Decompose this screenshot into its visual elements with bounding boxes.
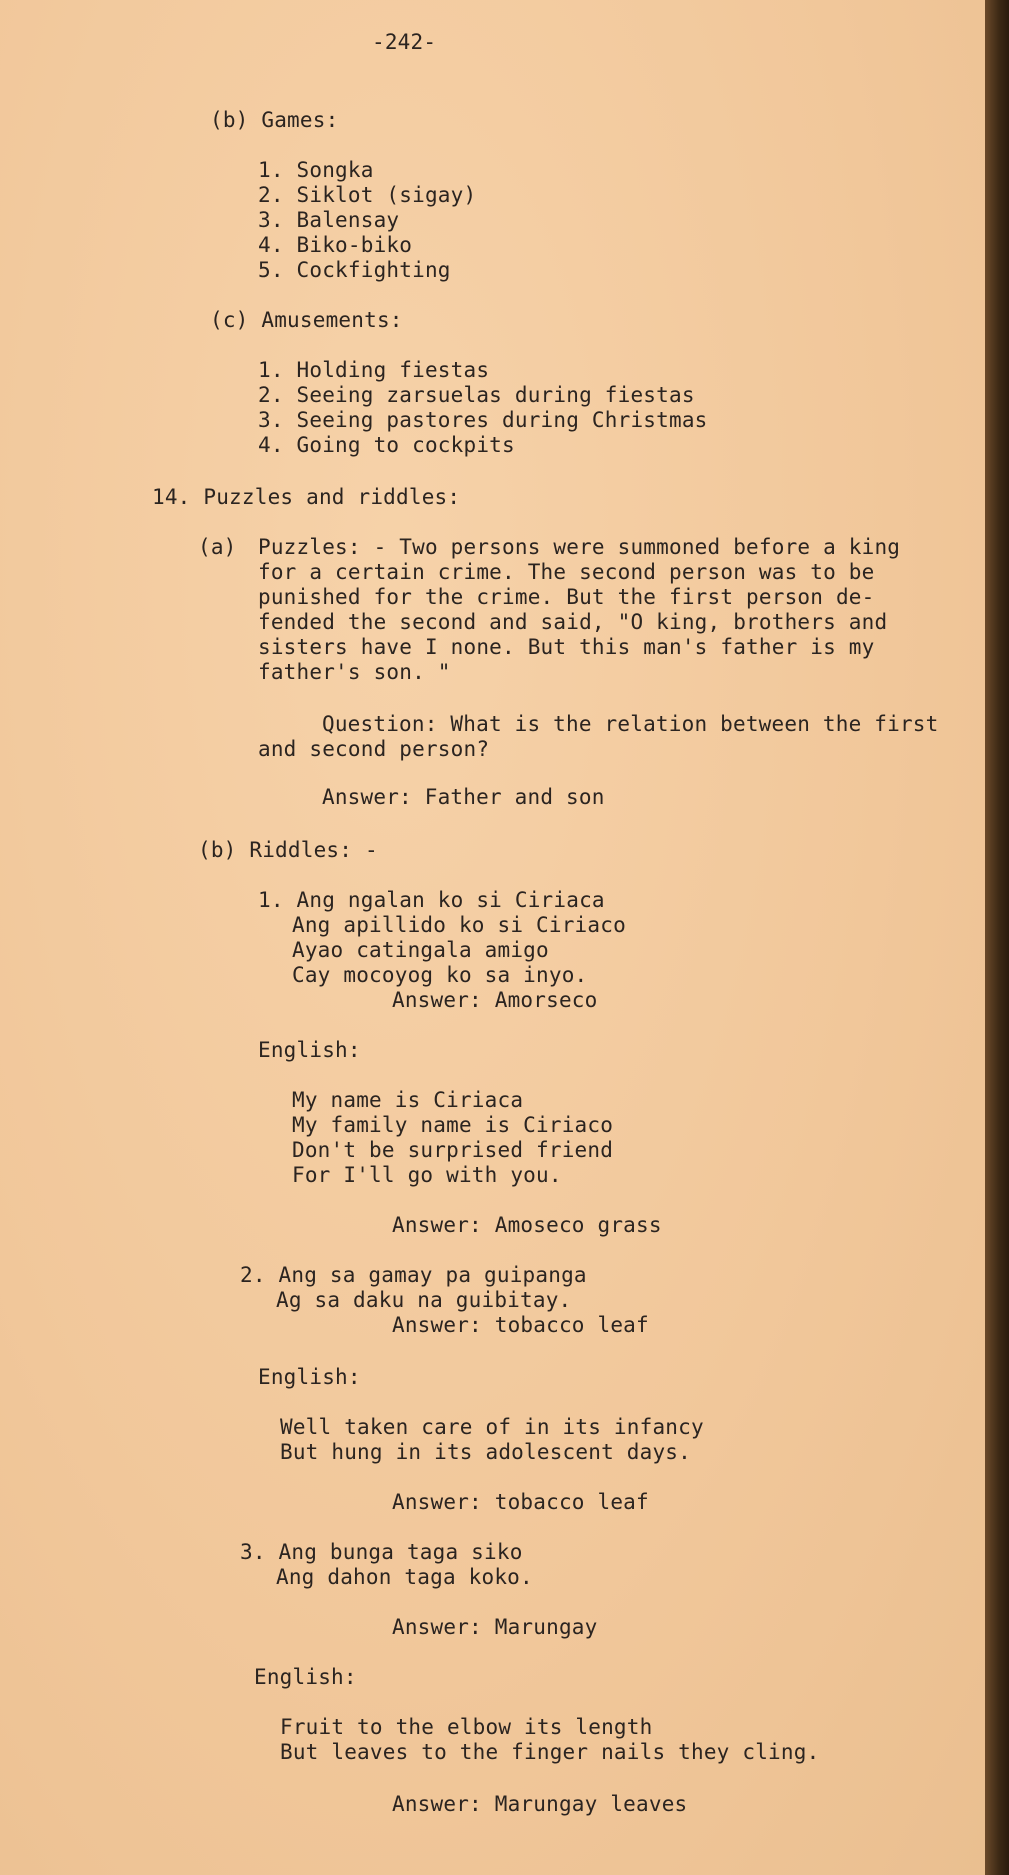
riddle-3-english-line: Fruit to the elbow its length [280,1715,653,1739]
puzzle-question-cont: and second person? [258,737,490,761]
riddle-1-english-line: Don't be surprised friend [292,1138,614,1162]
page-number: -242- [372,30,437,54]
riddle-1-line: Ayao catingala amigo [292,938,549,962]
book-spine [985,0,1009,1875]
games-item: 2. Siklot (sigay) [258,183,477,207]
riddle-1-line: Cay mocoyog ko sa inyo. [292,963,588,987]
games-item: 5. Cockfighting [258,258,451,282]
riddle-1-line: Ang apillido ko si Ciriaco [292,913,626,937]
riddle-2-english-line: But hung in its adolescent days. [280,1440,691,1464]
amusements-item: 1. Holding fiestas [258,358,490,382]
amusements-item: 4. Going to cockpits [258,433,515,457]
riddle-2-english-line: Well taken care of in its infancy [280,1415,704,1439]
riddle-3-line: 3. Ang bunga taga siko [240,1540,523,1564]
puzzle-line: Puzzles: - Two persons were summoned before a king [258,535,901,559]
amusements-heading: (c) Amusements: [210,308,403,332]
puzzle-line: father's son. " [258,660,451,684]
riddle-3-english-line: But leaves to the finger nails they cling. [280,1740,820,1764]
riddle-2-answer: Answer: tobacco leaf [392,1313,649,1337]
riddle-3-answer: Answer: Marungay [392,1615,598,1639]
puzzle-line: punished for the crime. But the first person de- [258,585,875,609]
riddle-2-line: 2. Ang sa gamay pa guipanga [240,1263,587,1287]
puzzle-line: fended the second and said, "O king, brothers and [258,610,888,634]
riddle-1-line: 1. Ang ngalan ko si Ciriaca [258,888,605,912]
riddle-1-english-line: My name is Ciriaca [292,1088,524,1112]
riddle-3-english-label: English: [254,1665,357,1689]
puzzle-line: sisters have I none. But this man's father is my [258,635,875,659]
puzzle-question: Question: What is the relation between the first [322,712,939,736]
section-14-heading: 14. Puzzles and riddles: [152,485,461,509]
riddle-1-english-label: English: [258,1038,361,1062]
puzzle-answer: Answer: Father and son [322,785,605,809]
riddle-2-english-answer: Answer: tobacco leaf [392,1490,649,1514]
games-heading: (b) Games: [210,108,339,132]
games-item: 1. Songka [258,158,374,182]
riddle-1-english-answer: Answer: Amoseco grass [392,1213,662,1237]
puzzle-marker: (a) [198,535,237,559]
games-item: 4. Biko-biko [258,233,413,257]
amusements-item: 2. Seeing zarsuelas during fiestas [258,383,695,407]
riddle-1-answer: Answer: Amorseco [392,988,598,1012]
riddles-heading: (b) Riddles: - [198,838,378,862]
riddle-1-english-line: For I'll go with you. [292,1163,562,1187]
puzzle-line: for a certain crime. The second person was to be [258,560,875,584]
riddle-3-english-answer: Answer: Marungay leaves [392,1792,688,1816]
games-item: 3. Balensay [258,208,400,232]
riddle-3-line: Ang dahon taga koko. [276,1565,533,1589]
riddle-2-line: Ag sa daku na guibitay. [276,1288,572,1312]
riddle-1-english-line: My family name is Ciriaco [292,1113,614,1137]
amusements-item: 3. Seeing pastores during Christmas [258,408,708,432]
riddle-2-english-label: English: [258,1365,361,1389]
